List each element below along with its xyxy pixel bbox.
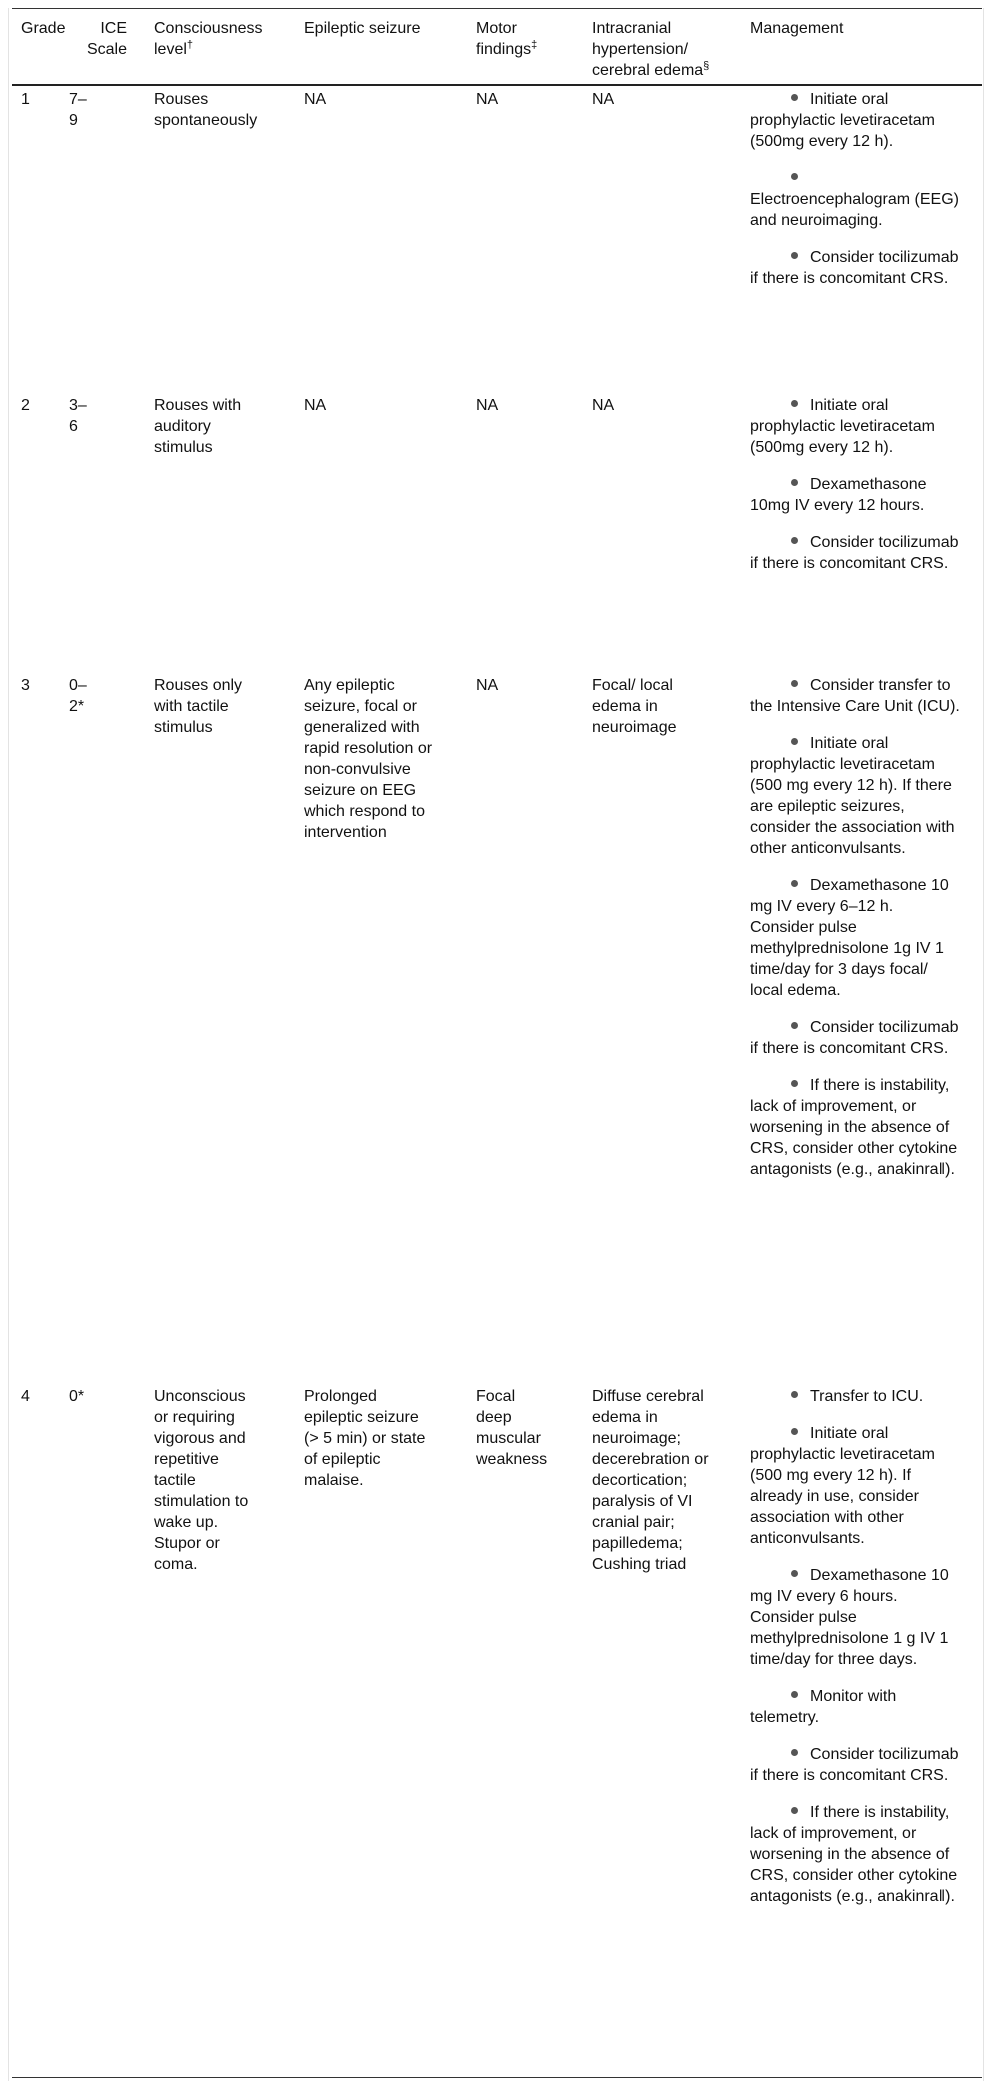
- row4-icp: Diffuse cerebral edema in neuroimage; decerebration or decortication; paralysis of VI cranial pair; papilledema; Cushing triad: [592, 1388, 709, 1573]
- row1-management: [750, 89, 960, 305]
- header-intracranial-hypertension: Intracranial hypertension/ cerebral edema§: [592, 20, 710, 79]
- row3-consciousness: Rouses only with tactile stimulus: [154, 677, 243, 736]
- footnote-mark: ‡: [531, 39, 538, 51]
- bullet-icon: [791, 173, 798, 180]
- footnote-mark: †: [186, 39, 194, 51]
- bullet-icon: [791, 880, 798, 887]
- list-item: Initiate oral prophylactic levetiracetam (500mg every 12 h).: [750, 91, 935, 150]
- row1-icp: NA: [592, 91, 615, 108]
- row1-motor: NA: [476, 91, 499, 108]
- list-item: Initiate oral prophylactic levetiracetam (500mg every 12 h).: [750, 397, 935, 456]
- bullet-icon: [791, 1080, 798, 1087]
- row3-motor: NA: [476, 677, 499, 694]
- header-management: Management: [750, 20, 844, 37]
- bullet-icon: [791, 1391, 798, 1398]
- header-consciousness: Consciousness level†: [154, 20, 263, 58]
- footnote-mark: §: [703, 60, 710, 72]
- bullet-icon: [791, 479, 798, 486]
- row2-consciousness: Rouses with auditory stimulus: [154, 397, 242, 456]
- row1-grade: 1: [21, 91, 30, 108]
- list-item: Initiate oral prophylactic levetiracetam (500 mg every 12 h). If already in use, consider association with other anticonvulsants.: [750, 1425, 935, 1547]
- bullet-icon: [791, 1428, 798, 1435]
- bullet-icon: [791, 1022, 798, 1029]
- list-item: Dexamethasone 10mg IV every 12 hours.: [750, 476, 927, 514]
- row4-consciousness: Unconscious or requiring vigorous and repetitive tactile stimulation to wake up. Stupor or coma.: [154, 1388, 249, 1573]
- list-item: Consider tocilizumab if there is concomitant CRS.: [750, 534, 959, 572]
- bullet-icon: [791, 1691, 798, 1698]
- list-item: Electroencephalogram (EEG) and neuroimaging.: [750, 168, 960, 231]
- row1-ice: 7–9: [69, 91, 87, 129]
- row2-icp: NA: [592, 397, 615, 414]
- row4-epileptic: Prolonged epileptic seizure (> 5 min) or state of epileptic malaise.: [304, 1388, 426, 1489]
- row1-epileptic: NA: [304, 91, 327, 108]
- bullet-icon: [791, 1570, 798, 1577]
- bullet-icon: [791, 1749, 798, 1756]
- table-top-rule: [12, 8, 982, 9]
- row2-management: [750, 395, 960, 590]
- bullet-icon: [791, 400, 798, 407]
- row4-management: [750, 1386, 960, 1923]
- row2-epileptic: NA: [304, 397, 327, 414]
- list-item: Dexamethasone 10 mg IV every 6 hours. Consider pulse methylprednisolone 1 g IV 1 time/day for three days.: [750, 1567, 949, 1668]
- list-item: Consider tocilizumab if there is concomitant CRS.: [750, 249, 959, 287]
- list-item: Dexamethasone 10 mg IV every 6–12 h. Consider pulse methylprednisolone 1g IV 1 time/day for 3 days focal/ local edema.: [750, 877, 949, 999]
- bullet-icon: [791, 680, 798, 687]
- row4-motor: Focal deep muscular weakness: [476, 1388, 548, 1468]
- list-item: Transfer to ICU.: [750, 1386, 960, 1407]
- list-item: Consider tocilizumab if there is concomitant CRS.: [750, 1019, 959, 1057]
- row4-grade: 4: [21, 1388, 30, 1405]
- row4-ice: 0*: [69, 1388, 85, 1405]
- header-motor-findings: Motor findings‡: [476, 20, 538, 58]
- row1-consciousness: Rouses spontaneously: [154, 91, 258, 129]
- list-item: Consider tocilizumab if there is concomitant CRS.: [750, 1746, 959, 1784]
- row2-grade: 2: [21, 397, 30, 414]
- bullet-icon: [791, 252, 798, 259]
- row2-motor: NA: [476, 397, 499, 414]
- row3-management: [750, 675, 960, 1196]
- list-item: Monitor with telemetry.: [750, 1688, 897, 1726]
- list-item: Consider transfer to the Intensive Care Unit (ICU).: [750, 677, 960, 715]
- header-ice-scale: ICE Scale: [86, 20, 127, 58]
- bullet-icon: [791, 738, 798, 745]
- bullet-icon: [791, 537, 798, 544]
- header-epileptic-seizure: Epileptic seizure: [304, 20, 421, 37]
- row3-grade: 3: [21, 677, 30, 694]
- table-bottom-rule: [12, 2077, 982, 2078]
- row3-ice: 0–2*: [69, 677, 87, 715]
- bullet-icon: [791, 1807, 798, 1814]
- bullet-icon: [791, 94, 798, 101]
- row3-icp: Focal/ local edema in neuroimage: [592, 677, 677, 736]
- header-grade: Grade: [21, 20, 66, 37]
- row2-ice: 3–6: [69, 397, 87, 435]
- list-item: If there is instability, lack of improvement, or worsening in the absence of CRS, consider other cytokine antagonists (e.g., anakinra‖).: [750, 1804, 958, 1905]
- list-item: Initiate oral prophylactic levetiracetam (500 mg every 12 h). If there are epileptic seizures, consider the association with other anticonvulsants.: [750, 735, 955, 857]
- list-item: If there is instability, lack of improvement, or worsening in the absence of CRS, consider other cytokine antagonists (e.g., anakinra‖).: [750, 1077, 958, 1178]
- table-header-rule: [12, 84, 982, 86]
- row3-epileptic: Any epileptic seizure, focal or generalized with rapid resolution or non-convulsive seizure on EEG which respond to intervention: [304, 677, 433, 841]
